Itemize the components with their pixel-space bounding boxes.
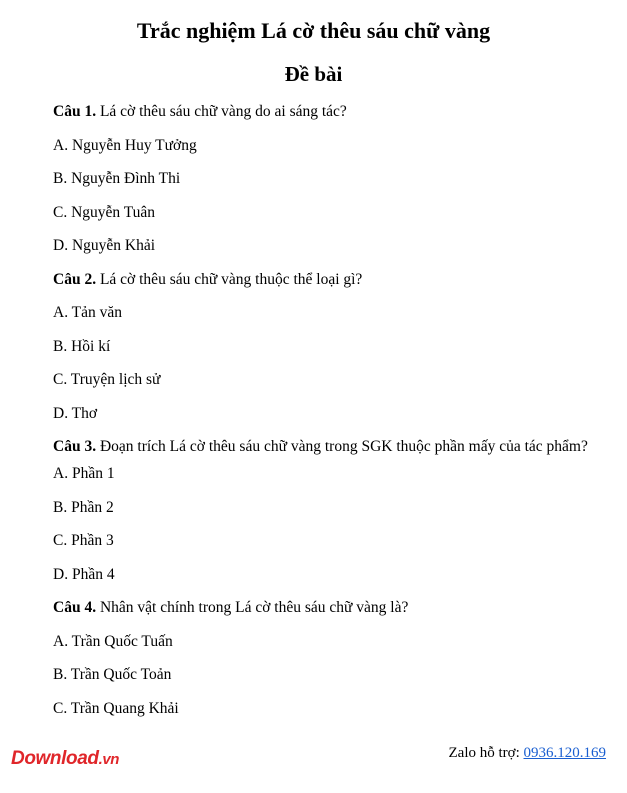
support-phone-link[interactable]: 0936.120.169 (523, 745, 606, 761)
question-number: Câu 2. (53, 271, 97, 288)
question-number: Câu 3. (53, 438, 97, 455)
question-1 (53, 102, 347, 122)
question-3 (53, 437, 588, 457)
support-line (449, 743, 607, 763)
option-3a: A. Phần 1 (53, 465, 115, 482)
page-title: Trắc nghiệm Lá cờ thêu sáu chữ vàng (136, 18, 491, 43)
question-2 (53, 270, 362, 290)
question-text: Lá cờ thêu sáu chữ vàng thuộc thể loại gì? (96, 271, 363, 288)
option-3b: B. Phần 2 (53, 499, 114, 516)
question-text: Nhân vật chính trong Lá cờ thêu sáu chữ vàng là? (96, 599, 409, 616)
option-3c: C. Phần 3 (53, 532, 114, 549)
logo-main-text: Download (11, 748, 99, 769)
question-number: Câu 1. (53, 103, 97, 120)
question-text: Lá cờ thêu sáu chữ vàng do ai sáng tác? (96, 103, 347, 120)
download-logo[interactable] (11, 748, 119, 770)
question-text: Đoạn trích Lá cờ thêu sáu chữ vàng trong SGK thuộc phần mấy của tác phẩm? (96, 438, 588, 455)
option-1a: A. Nguyễn Huy Tưởng (53, 137, 197, 154)
section-title: Đề bài (284, 62, 343, 86)
option-2a: A. Tản văn (53, 304, 123, 321)
logo-suffix-text: .vn (98, 751, 120, 768)
option-4a: A. Trần Quốc Tuấn (53, 633, 173, 650)
option-2b: B. Hồi kí (53, 338, 111, 355)
option-1c: C. Nguyễn Tuân (53, 204, 156, 221)
option-2c: C. Truyện lịch sử (53, 371, 161, 388)
support-label: Zalo hỗ trợ: (448, 745, 524, 761)
option-1d: D. Nguyễn Khải (53, 237, 156, 254)
option-4c: C. Trần Quang Khải (53, 700, 179, 717)
option-3d: D. Phần 4 (53, 566, 115, 583)
question-number: Câu 4. (53, 599, 97, 616)
option-4b: B. Trần Quốc Toản (53, 666, 172, 683)
option-1b: B. Nguyễn Đình Thi (53, 170, 181, 187)
question-4 (53, 598, 408, 618)
option-2d: D. Thơ (53, 405, 98, 422)
